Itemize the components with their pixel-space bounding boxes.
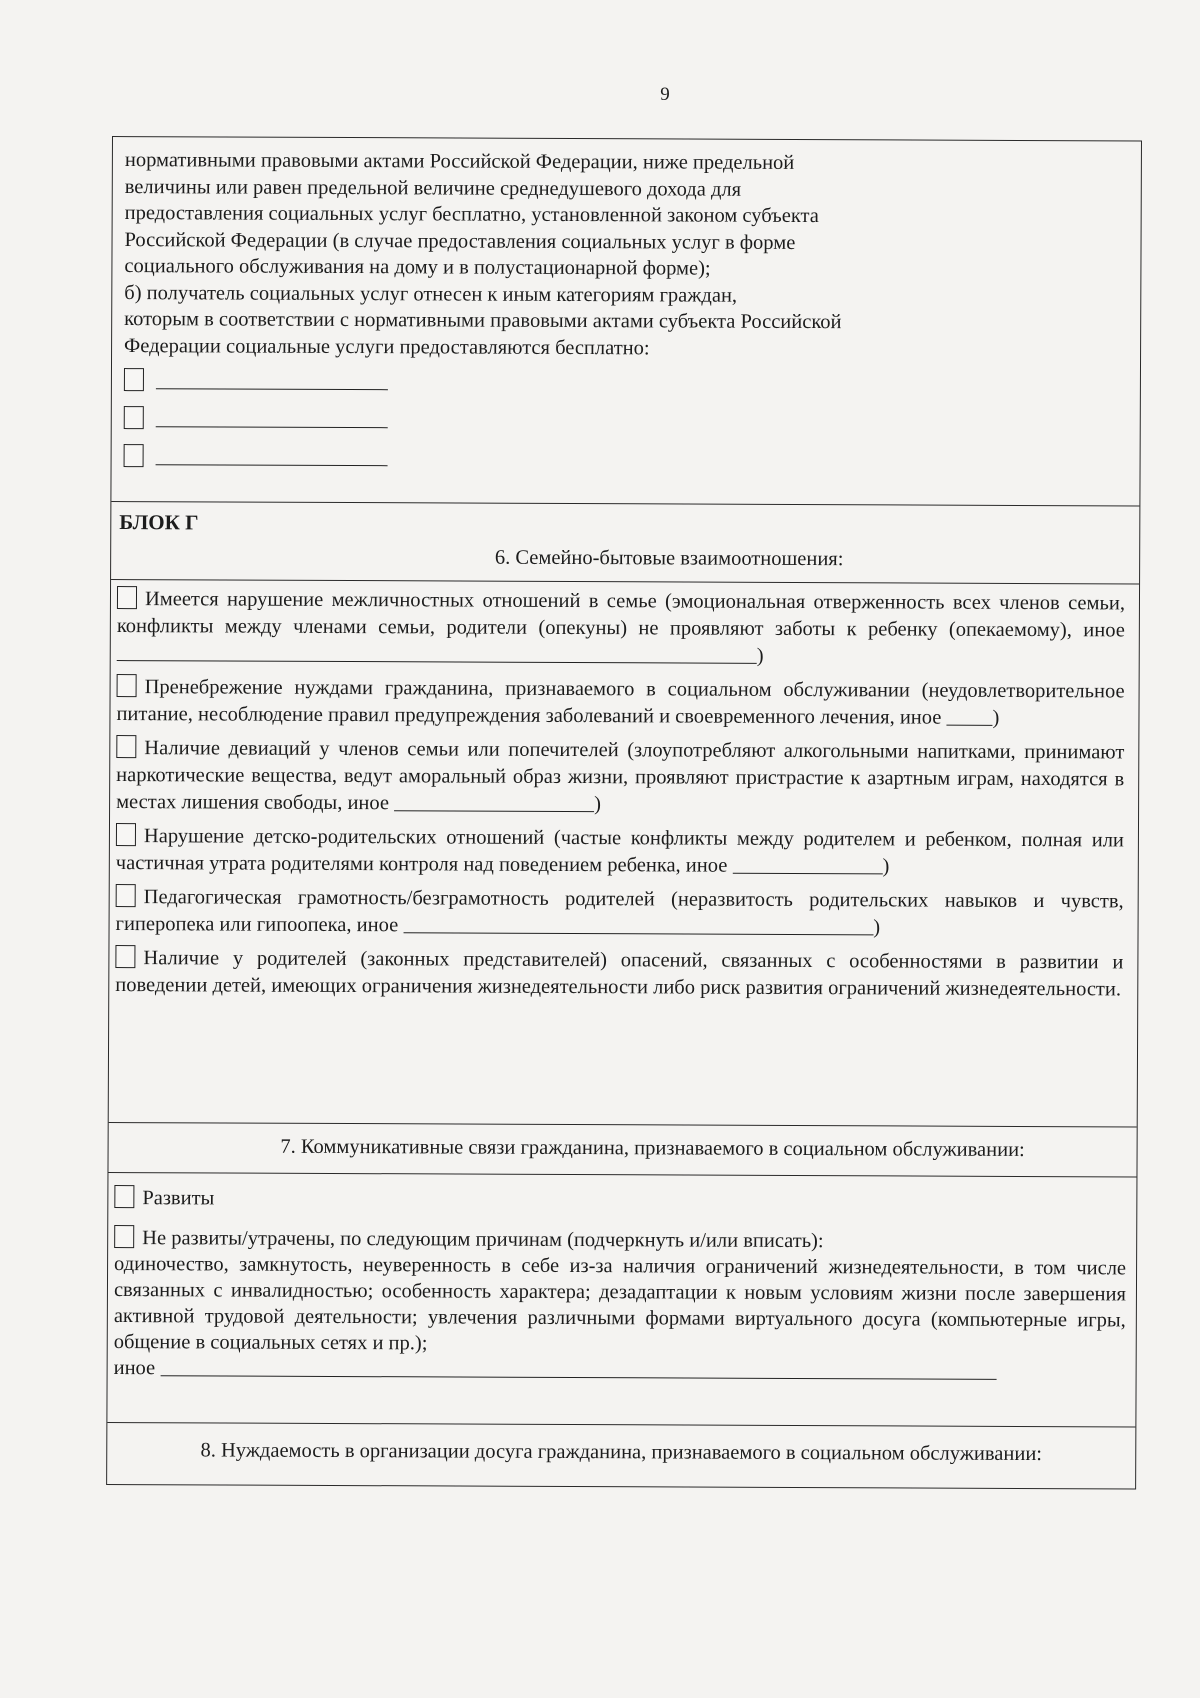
family-item-1	[117, 586, 1125, 671]
other-category-row-3	[124, 435, 1130, 479]
checkbox[interactable]	[124, 444, 144, 467]
close-paren: )	[594, 793, 602, 816]
family-relations-section	[109, 579, 1139, 1126]
section-heading: 7. Коммуникативные связи гражданина, признаваемого в социальном обслуживании:	[280, 1135, 1025, 1161]
text-line: которым в соответствии с нормативными правовыми актами субъекта Российской	[124, 308, 842, 334]
page-number: 9	[660, 84, 670, 105]
close-paren: )	[873, 916, 881, 939]
checkbox[interactable]	[117, 674, 137, 697]
fill-in-blank[interactable]	[156, 408, 388, 428]
block-g-header	[111, 501, 1139, 583]
fill-in-blank[interactable]	[732, 855, 882, 875]
option-label: Не развиты/утрачены, по следующим причинам (подчеркнуть и/или вписать):	[142, 1227, 824, 1253]
family-item-6	[115, 945, 1123, 1003]
checkbox[interactable]	[116, 823, 136, 846]
income-criteria-section	[111, 137, 1141, 505]
checkbox[interactable]	[114, 1225, 134, 1248]
other-label: иное	[113, 1357, 156, 1380]
text-line: б) получатель социальных услуг отнесен к иным категориям граждан,	[124, 281, 738, 307]
section-heading: 8. Нуждаемость в организации досуга гражданина, признаваемого в социальном обслуживании:	[200, 1439, 1043, 1466]
checkbox[interactable]	[116, 884, 136, 907]
close-paren: )	[756, 644, 764, 667]
item-text: Имеется нарушение межличностных отношений в семье (эмоциональная отверженность всех членов семьи, конфликты между членами семьи, родители (опекуны) не проявляют заботы к ребенку (опекаемому), иное	[116, 588, 1126, 642]
fill-in-blank[interactable]	[160, 1357, 996, 1380]
option-developed	[114, 1185, 1126, 1215]
item-text: Педагогическая грамотность/безграмотность родителей (неразвитость родительских навыков и чувств, гиперопека или гипоопека, иное	[115, 886, 1124, 937]
text-line: социального обслуживания на дому и в полустационарной форме);	[124, 255, 711, 280]
fill-in-blank[interactable]	[946, 707, 992, 726]
item-text: Наличие у родителей (законных представителей) опасений, связанных с особенностями в развитии и поведении детей, имеющих ограничения жизнедеятельности либо риск развития ограничений жизнедеятельности.	[115, 947, 1124, 1001]
checkbox[interactable]	[114, 1185, 134, 1208]
text-line: Федерации социальные услуги предоставляются бесплатно:	[124, 334, 650, 359]
item-text: Нарушение детско-родительских отношений (частые конфликты между родителем и ребенком, полная или частичная утрата родителями контроля над поведением ребенка, иное	[115, 825, 1124, 877]
assessment-form-table	[106, 136, 1142, 1489]
family-item-4	[116, 823, 1124, 881]
text-line: Российской Федерации (в случае предоставления социальных услуг в форме	[124, 228, 796, 254]
text-line: величины или равен предельной величине среднедушевого дохода для	[124, 175, 742, 201]
text-line: нормативными правовыми актами Российской Федерации, ниже предельной	[124, 149, 795, 174]
fill-in-blank[interactable]	[117, 642, 757, 664]
option-label: Развиты	[142, 1187, 215, 1210]
close-paren: )	[882, 855, 890, 878]
text-line: предоставления социальных услуг бесплатно, установленной законом субъекта	[124, 202, 819, 228]
family-item-5	[116, 884, 1124, 942]
fill-in-blank[interactable]	[403, 914, 873, 935]
fill-in-blank[interactable]	[156, 446, 388, 466]
communication-section	[107, 1172, 1136, 1426]
fill-in-blank[interactable]	[156, 370, 388, 390]
communication-heading-row	[108, 1122, 1136, 1176]
reasons-text: одиночество, замкнутость, неуверенность в себе из-за наличия ограничений жизнедеятельности, в том числе связанных с инвалидностью; особенность характера; дезадаптации к новым условиям жизни после завершения активной трудовой деятельности; увлечения различными формами виртуального досуга (компьютерные игры, общение в социальных сетях и пр.);	[113, 1253, 1127, 1355]
item-text: Пренебрежение нуждами гражданина, признаваемого в социальном обслуживании (неудовлетворительное питание, несоблюдение правил предупреждения заболеваний и своевременного лечения, иное	[116, 676, 1125, 729]
leisure-heading-row	[107, 1422, 1135, 1488]
checkbox[interactable]	[124, 406, 144, 429]
close-paren: )	[992, 706, 1000, 729]
checkbox[interactable]	[116, 735, 136, 758]
family-item-2	[116, 674, 1124, 732]
block-label: БЛОК Г	[119, 510, 199, 535]
checkbox[interactable]	[115, 945, 135, 968]
family-item-3	[116, 735, 1124, 820]
checkbox[interactable]	[124, 368, 144, 391]
item-text: Наличие девиаций у членов семьи или попечителей (злоупотребляют алкогольными напитками, принимают наркотические вещества, ведут аморальный образ жизни, проявляют пристрастие к азартным играм, находятся в местах лишения свободы, иное	[116, 737, 1125, 815]
section-heading: 6. Семейно-бытовые взаимоотношения:	[494, 546, 844, 571]
other-row	[114, 1355, 1126, 1385]
checkbox[interactable]	[117, 586, 137, 609]
fill-in-blank[interactable]	[394, 792, 594, 812]
